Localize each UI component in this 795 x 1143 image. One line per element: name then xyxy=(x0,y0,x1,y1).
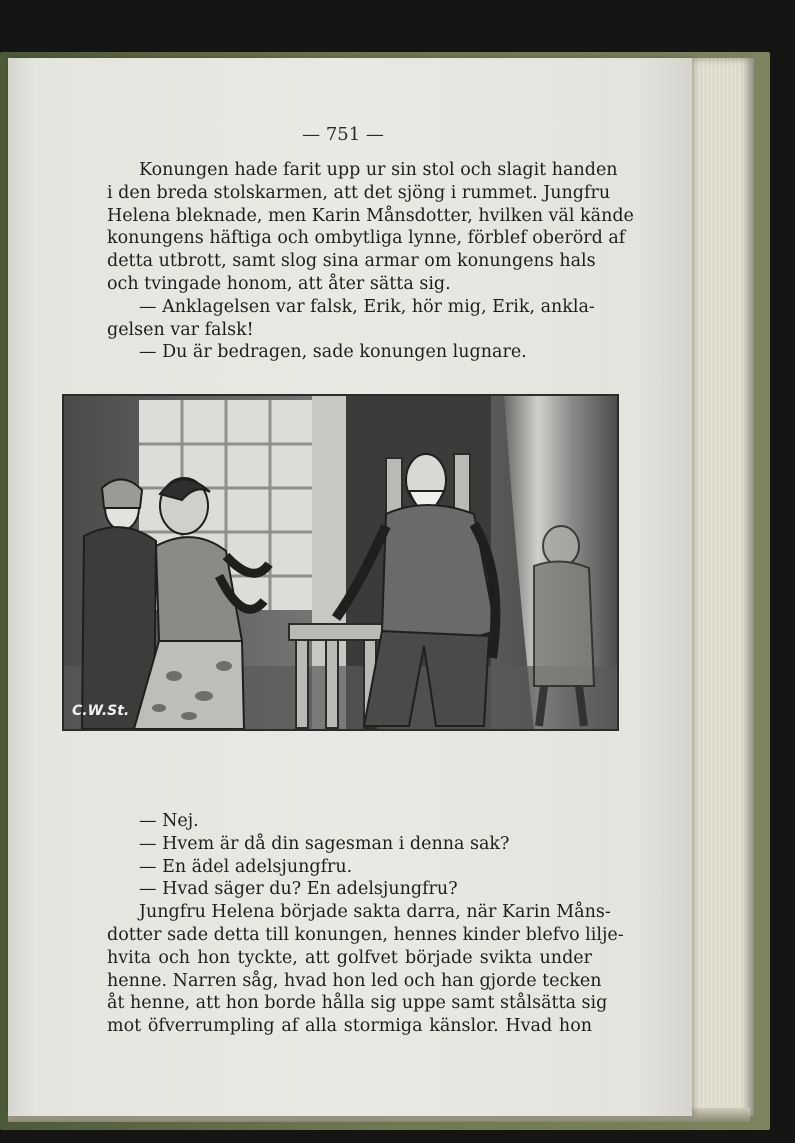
text-line: i den breda stolskarmen, att det sjöng i rummet. Jungfru xyxy=(107,182,611,203)
text-line: hvita och hon tyckte, att golfvet började svikta under xyxy=(107,947,592,968)
text-line: detta utbrott, samt slog sina armar om konungens hals xyxy=(107,251,596,272)
illustration-drawing xyxy=(64,396,617,729)
text-line: Jungfru Helena började sakta darra, när Karin Måns- xyxy=(139,902,611,923)
text-line: mot öfverrumpling af alla stormiga känslor. Hvad hon xyxy=(107,1016,592,1037)
text-line: — Du är bedragen, sade konungen lugnare. xyxy=(139,342,527,363)
text-line: åt henne, att hon borde hålla sig uppe samt stålsätta sig xyxy=(107,993,608,1014)
text-line: — Anklagelsen var falsk, Erik, hör mig, Erik, ankla- xyxy=(139,296,595,317)
text-line: — En ädel adelsjungfru. xyxy=(139,856,353,877)
text-line: — Hvem är då din sagesman i denna sak? xyxy=(139,833,510,854)
text-line: dotter sade detta till konungen, hennes kinder blefvo lilje- xyxy=(107,924,624,945)
illustration xyxy=(62,394,619,731)
text-line: Helena bleknade, men Karin Månsdotter, hvilken väl kände xyxy=(107,205,634,226)
text-line: henne. Narren såg, hvad hon led och han gjorde tecken xyxy=(107,970,602,991)
page-number: — 751 — xyxy=(302,124,384,145)
text-block-bottom xyxy=(107,810,624,1038)
text-block-top xyxy=(107,159,634,364)
text-line: — Hvad säger du? En adelsjungfru? xyxy=(139,879,458,900)
book-page xyxy=(8,58,692,1116)
text-line: och tvingade honom, att åter sätta sig. xyxy=(107,273,451,294)
text-line: — Nej. xyxy=(139,811,199,831)
text-line: gelsen var falsk! xyxy=(107,319,254,340)
illustrator-signature: C.W.St. xyxy=(72,703,130,719)
text-line: Konungen hade farit upp ur sin stol och slagit handen xyxy=(139,160,618,180)
text-line: konungens häftiga och ombytliga lynne, förblef oberörd af xyxy=(107,228,626,249)
